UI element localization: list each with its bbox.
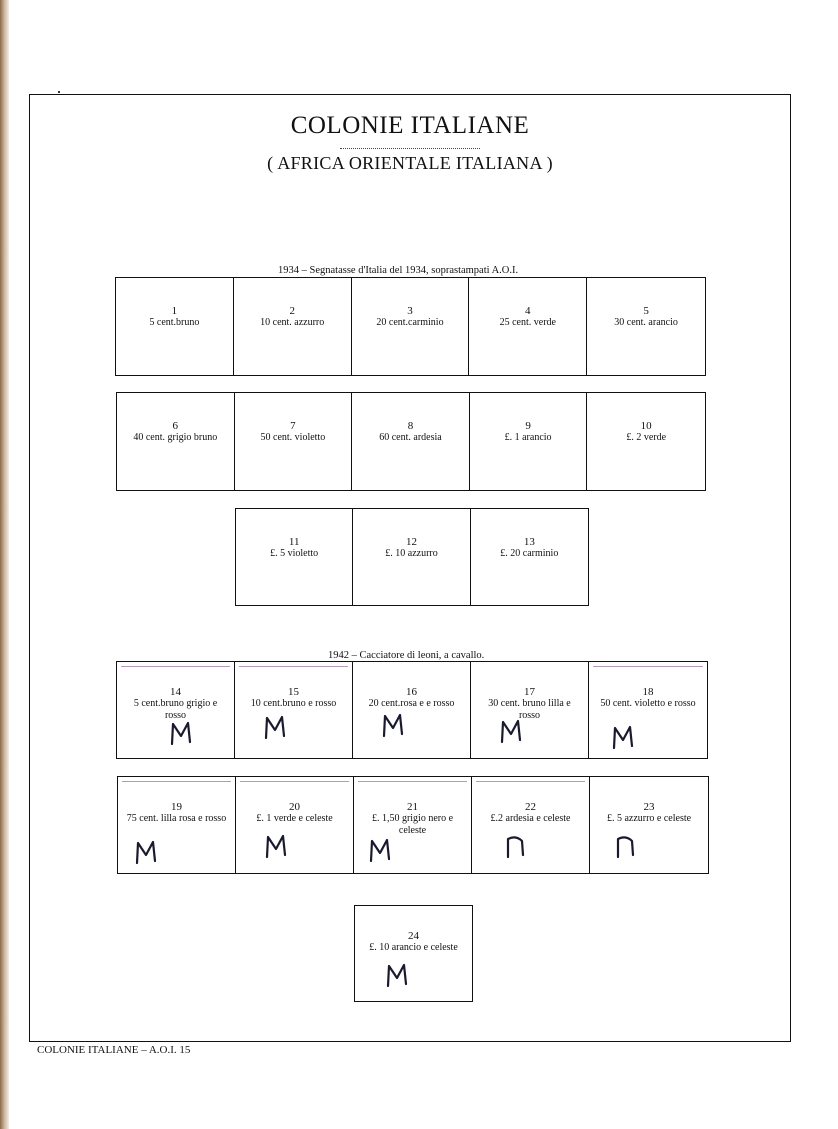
stamp-space-12 — [353, 509, 470, 605]
page-footer: COLONIE ITALIANE – A.O.I. 15 — [37, 1044, 191, 1056]
handwritten-m-icon — [264, 833, 288, 859]
stamp-space-24 — [355, 906, 472, 1001]
stamp-description: 10 cent. azzurro — [260, 317, 325, 328]
handwritten-n-icon — [504, 833, 528, 859]
stamp-space-1 — [116, 278, 234, 375]
stamp-number: 14 — [170, 686, 181, 698]
stamp-description: £.2 ardesia e celeste — [490, 813, 571, 824]
handwritten-m-icon — [368, 837, 392, 863]
stamp-space-5 — [587, 278, 705, 375]
stamp-space-8 — [352, 393, 470, 490]
stamp-number: 4 — [525, 305, 531, 317]
stamp-space-4 — [469, 278, 587, 375]
stamp-number: 19 — [171, 801, 182, 813]
stamp-space-16 — [353, 662, 471, 758]
handwritten-m-icon — [263, 714, 287, 740]
stamp-description: 5 cent.bruno — [149, 317, 200, 328]
stamp-description: 20 cent.carminio — [376, 317, 444, 328]
stamp-space-13 — [471, 509, 588, 605]
stamp-space-17 — [471, 662, 589, 758]
stamp-space-11 — [236, 509, 353, 605]
stamp-space-10 — [587, 393, 705, 490]
stamp-description: £. 5 azzurro e celeste — [606, 813, 692, 824]
stamp-space-22 — [472, 777, 590, 873]
stamp-description: 10 cent.bruno e rosso — [250, 698, 337, 709]
page-title: COLONIE ITALIANE — [290, 112, 530, 139]
stamp-description: 30 cent. bruno lilla e rosso — [488, 698, 571, 721]
hinge-mark — [121, 666, 230, 667]
stamp-space-2 — [234, 278, 352, 375]
handwritten-m-icon — [134, 839, 158, 865]
stamp-number: 21 — [407, 801, 418, 813]
stamp-number: 1 — [171, 305, 178, 317]
stamp-space-23 — [590, 777, 708, 873]
stamp-description: 30 cent. arancio — [614, 317, 678, 328]
stamp-space-21 — [354, 777, 472, 873]
stamp-number: 23 — [643, 801, 655, 813]
stamp-description: 40 cent. grigio bruno — [133, 432, 218, 443]
stamp-description: £. 20 carminio — [500, 548, 559, 559]
stamp-number: 10 — [640, 420, 652, 432]
stamp-number: 22 — [525, 801, 536, 813]
stamp-number: 9 — [525, 420, 531, 432]
stamp-row — [115, 277, 706, 376]
title-dotted-rule — [340, 148, 480, 149]
stamp-description: £. 10 arancio e celeste — [369, 942, 458, 953]
stamp-number: 18 — [642, 686, 654, 698]
stamp-number: 2 — [289, 305, 295, 317]
stamp-number: 11 — [288, 536, 300, 548]
handwritten-m-icon — [169, 720, 193, 746]
stamp-description: 20 cent.rosa e e rosso — [368, 698, 455, 709]
stamp-space-15 — [235, 662, 353, 758]
stamp-description: £. 2 verde — [626, 432, 667, 443]
handwritten-n-icon — [614, 833, 638, 859]
stamp-description: £. 5 violetto — [270, 548, 319, 559]
stamp-space-20 — [236, 777, 354, 873]
handwritten-m-icon — [499, 718, 523, 744]
stamp-number: 3 — [407, 305, 413, 317]
section-heading-1934: 1934 – Segnatasse d'Italia del 1934, soprastampati A.O.I. — [278, 265, 519, 276]
hinge-mark — [239, 666, 348, 667]
stamp-description: 25 cent. verde — [499, 317, 556, 328]
stamp-row — [116, 392, 706, 491]
stamp-space-18 — [589, 662, 707, 758]
stamp-number: 15 — [288, 686, 299, 698]
handwritten-m-icon — [611, 724, 635, 750]
stamp-space-19 — [118, 777, 236, 873]
stamp-row — [235, 508, 589, 606]
stamp-space-9 — [470, 393, 588, 490]
stamp-number: 17 — [524, 686, 535, 698]
hinge-mark — [240, 781, 349, 782]
stamp-number: 5 — [643, 305, 649, 317]
stamp-space-7 — [235, 393, 353, 490]
hinge-mark — [122, 781, 231, 782]
stamp-number: 6 — [172, 420, 179, 432]
stamp-description: 50 cent. violetto — [260, 432, 326, 443]
handwritten-m-icon — [385, 962, 409, 988]
stamp-description: £. 1,50 grigio nero e celeste — [371, 813, 454, 836]
stamp-space-14 — [117, 662, 235, 758]
stamp-space-3 — [352, 278, 470, 375]
section-heading-1942: 1942 – Cacciatore di leoni, a cavallo. — [328, 650, 485, 661]
scan-speck — [58, 91, 60, 93]
page-subtitle: ( AFRICA ORIENTALE ITALIANA ) — [267, 153, 553, 173]
stamp-number: 20 — [289, 801, 300, 813]
stamp-description: £. 1 verde e celeste — [256, 813, 333, 824]
hinge-mark — [476, 781, 585, 782]
stamp-number: 12 — [405, 536, 417, 548]
stamp-row — [117, 776, 709, 874]
stamp-number: 8 — [407, 420, 414, 432]
stamp-number: 7 — [290, 420, 296, 432]
stamp-number: 13 — [523, 536, 535, 548]
hinge-mark — [358, 781, 467, 782]
stamp-number: 24 — [408, 930, 419, 942]
stamp-description: 50 cent. violetto e rosso — [600, 698, 696, 709]
stamp-description: £. 10 azzurro — [385, 548, 438, 559]
stamp-row — [354, 905, 473, 1002]
handwritten-m-icon — [381, 712, 405, 738]
stamp-row — [116, 661, 708, 759]
stamp-description: £. 1 arancio — [504, 432, 552, 443]
stamp-number: 16 — [406, 686, 417, 698]
stamp-description: 60 cent. ardesia — [379, 432, 442, 443]
stamp-description: 5 cent.bruno grigio e rosso — [133, 698, 218, 721]
stamp-space-6 — [117, 393, 235, 490]
stamp-description: 75 cent. lilla rosa e rosso — [126, 813, 227, 824]
hinge-mark — [593, 666, 703, 667]
